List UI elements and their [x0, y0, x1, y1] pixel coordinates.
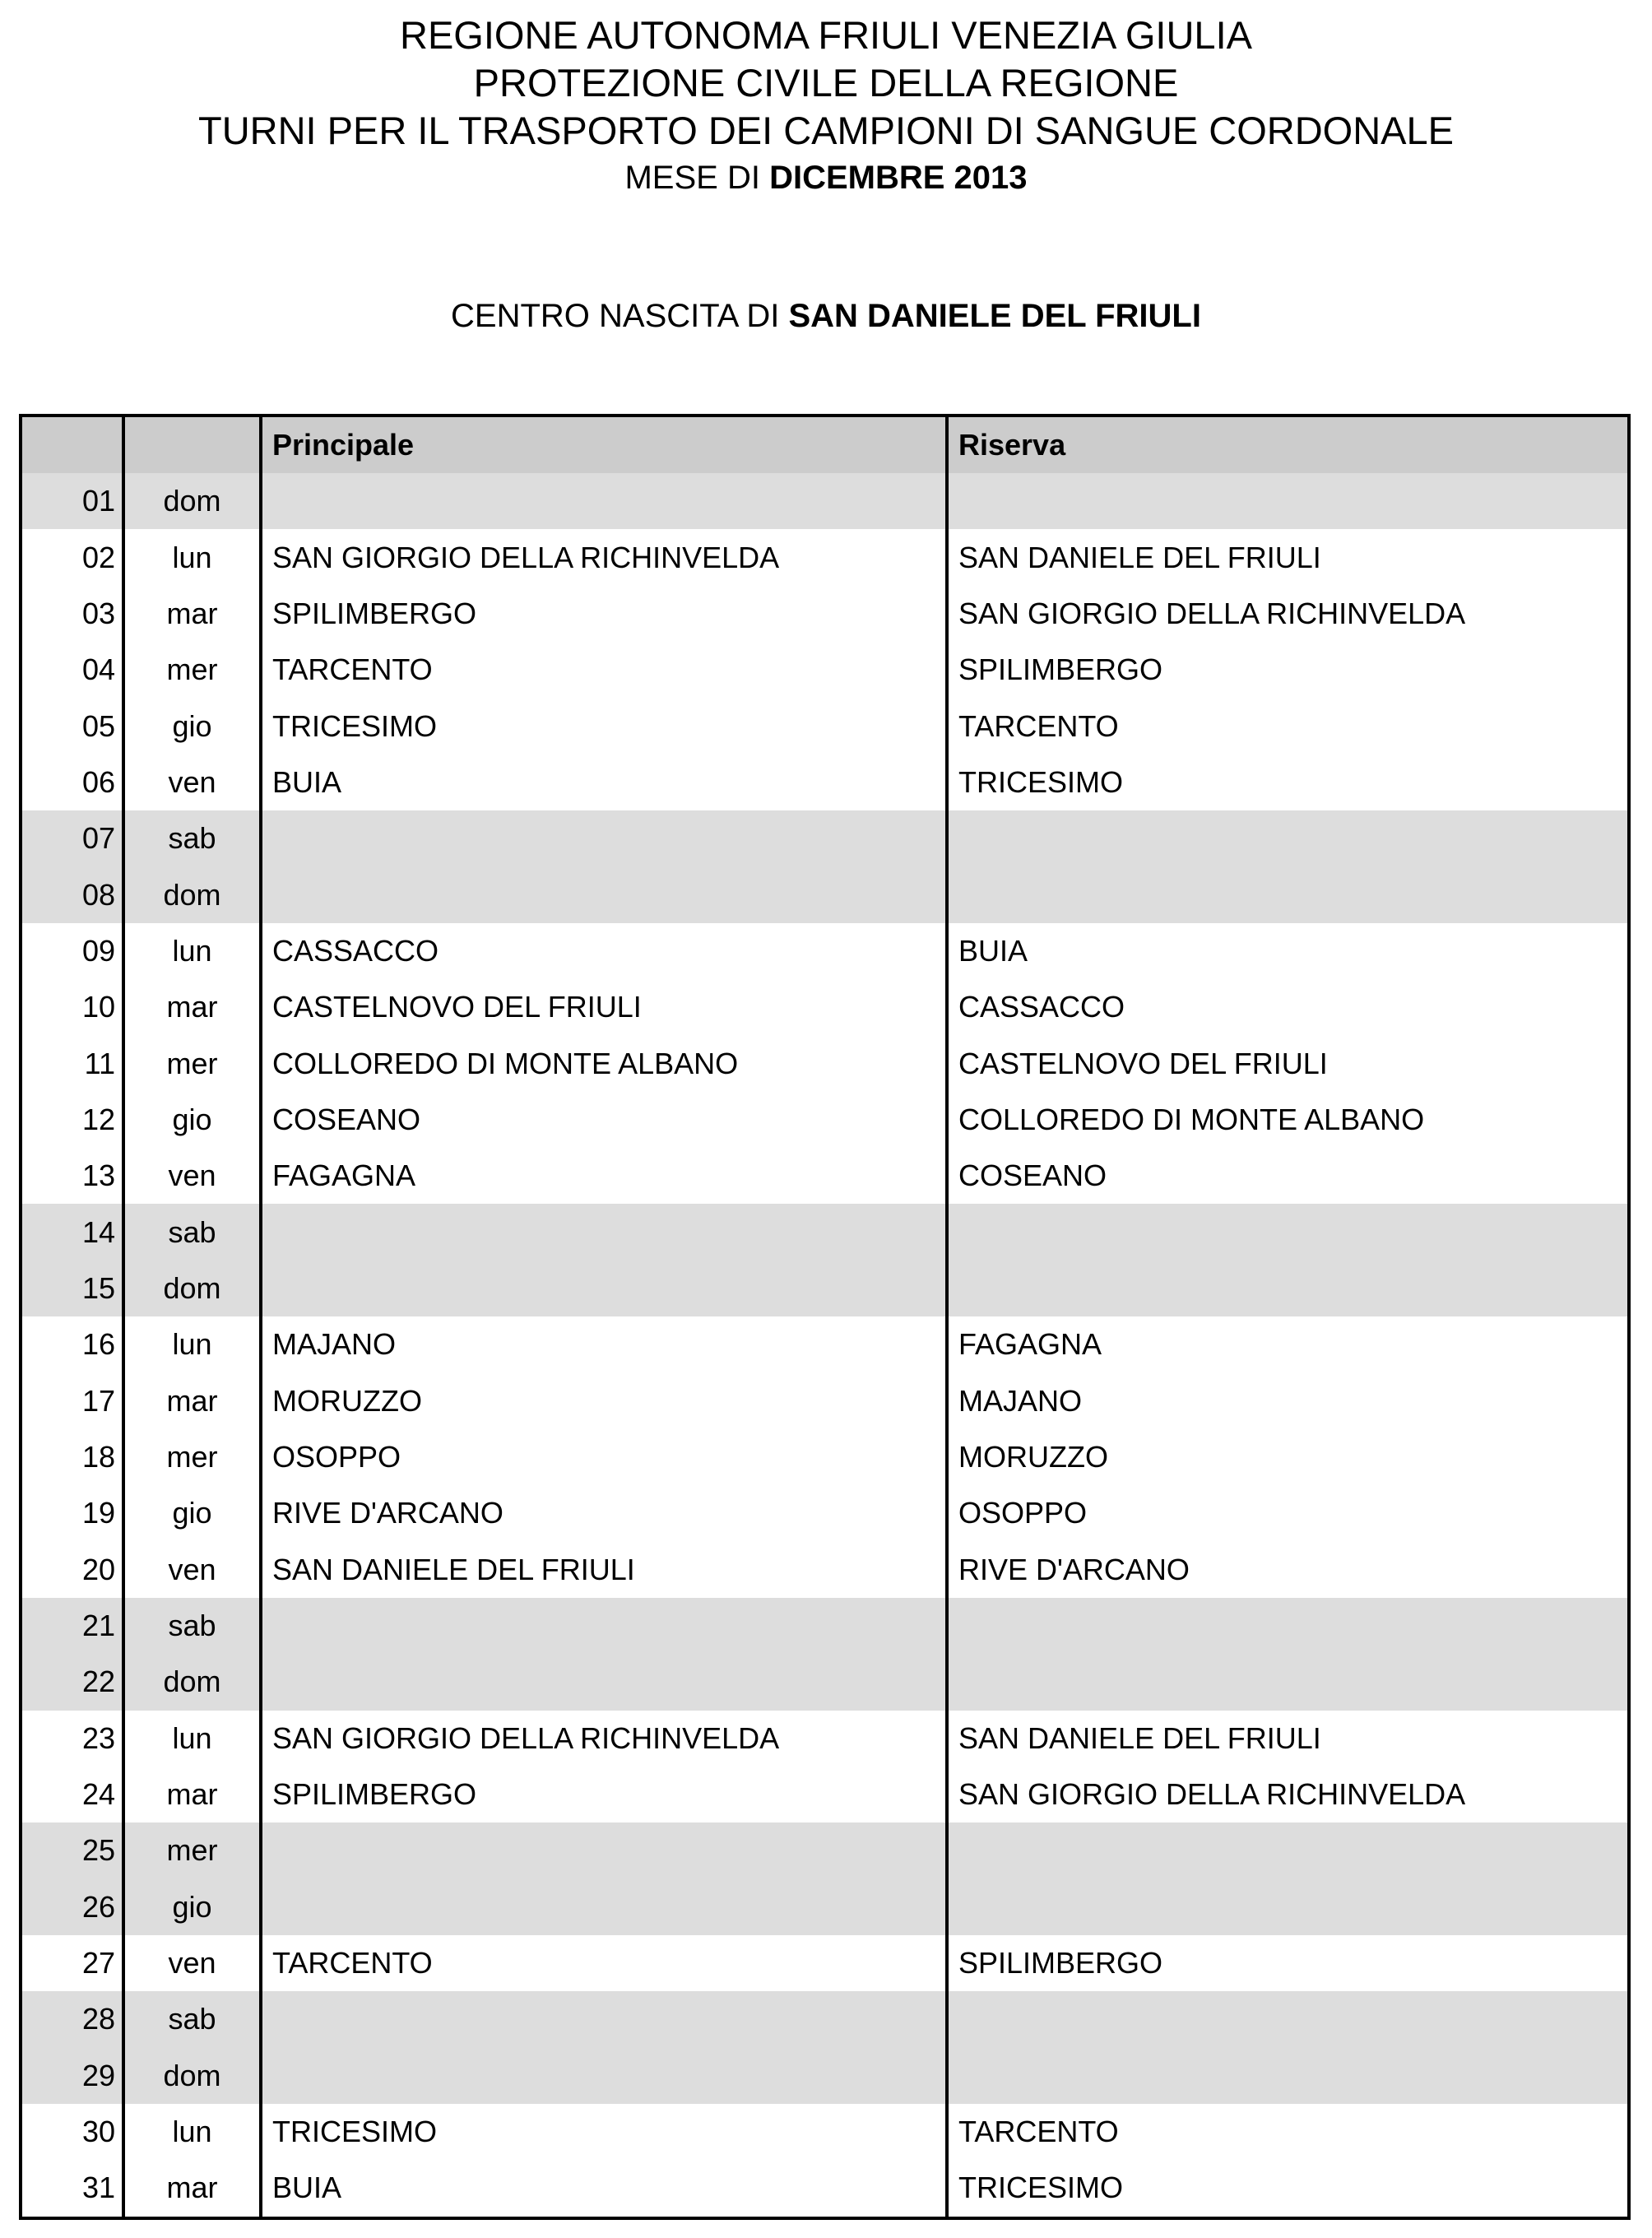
- table-row: [22, 1035, 1627, 1091]
- title-civil-protection: PROTEZIONE CIVILE DELLA REGIONE: [473, 61, 1179, 104]
- table-row: [22, 1822, 1627, 1878]
- weekday-cell: mer: [125, 1429, 262, 1485]
- riserva-cell: [949, 866, 1627, 922]
- weekday-cell: mer: [125, 642, 262, 698]
- day-cell: 07: [22, 810, 125, 866]
- principale-cell: [262, 1598, 949, 1654]
- table-row: [22, 1711, 1627, 1767]
- shift-table: [19, 414, 1631, 2220]
- weekday-cell: gio: [125, 1485, 262, 1541]
- riserva-cell: COSEANO: [958, 1158, 1107, 1193]
- principale-cell: [262, 1204, 949, 1260]
- table-row: [22, 1373, 1627, 1429]
- riserva-cell: [949, 1991, 1627, 2047]
- day-cell: 06: [22, 755, 125, 810]
- weekday-cell: ven: [125, 755, 262, 810]
- riserva-cell: [949, 1598, 1627, 1654]
- day-cell: 10: [22, 979, 125, 1035]
- table-row: [22, 923, 1627, 979]
- riserva-cell: [949, 2048, 1627, 2104]
- title-schedule: TURNI PER IL TRASPORTO DEI CAMPIONI DI SANGUE CORDONALE: [197, 109, 1455, 152]
- month-line: [0, 155, 1652, 201]
- header-principale: Principale: [262, 417, 949, 473]
- day-cell: 02: [22, 529, 125, 585]
- day-cell: 26: [22, 1879, 125, 1935]
- table-row: [22, 2048, 1627, 2104]
- riserva-cell: FAGAGNA: [958, 1327, 1102, 1362]
- principale-cell: FAGAGNA: [262, 1148, 949, 1204]
- table-row: [22, 529, 1627, 585]
- table-row: [22, 698, 1627, 754]
- riserva-cell: [949, 1261, 1627, 1316]
- riserva-cell: MAJANO: [958, 1383, 1083, 1418]
- principale-cell: SAN GIORGIO DELLA RICHINVELDA: [262, 529, 949, 585]
- day-cell: 18: [22, 1429, 125, 1485]
- table-row: [22, 755, 1627, 810]
- day-cell: 03: [22, 586, 125, 642]
- table-row: [22, 1991, 1627, 2047]
- principale-cell: [262, 1261, 949, 1316]
- weekday-cell: dom: [125, 866, 262, 922]
- header-day: [22, 417, 125, 473]
- table-row: [22, 1148, 1627, 1204]
- table-row: [22, 1316, 1627, 1372]
- principale-cell: COLLOREDO DI MONTE ALBANO: [262, 1035, 949, 1091]
- weekday-cell: lun: [125, 529, 262, 585]
- weekday-cell: sab: [125, 1204, 262, 1260]
- riserva-cell: [949, 473, 1627, 529]
- table-row: [22, 1485, 1627, 1541]
- principale-cell: TARCENTO: [262, 642, 949, 698]
- table-row: [22, 979, 1627, 1035]
- principale-cell: [262, 866, 949, 922]
- weekday-cell: mar: [125, 1373, 262, 1429]
- weekday-cell: lun: [125, 1711, 262, 1767]
- month-value: DICEMBRE 2013: [769, 160, 1028, 196]
- table-row: [22, 1092, 1627, 1148]
- riserva-cell: TARCENTO: [958, 2115, 1119, 2149]
- riserva-cell: [949, 1879, 1627, 1935]
- day-cell: 30: [22, 2104, 125, 2160]
- day-cell: 31: [22, 2160, 125, 2216]
- day-cell: 16: [22, 1316, 125, 1372]
- riserva-cell: TRICESIMO: [958, 764, 1124, 799]
- weekday-cell: dom: [125, 473, 262, 529]
- principale-cell: SPILIMBERGO: [262, 586, 949, 642]
- table-row: [22, 473, 1627, 529]
- riserva-cell: BUIA: [958, 933, 1028, 968]
- principale-cell: OSOPPO: [262, 1429, 949, 1485]
- day-cell: 19: [22, 1485, 125, 1541]
- weekday-cell: mar: [125, 586, 262, 642]
- principale-cell: TARCENTO: [262, 1935, 949, 1991]
- riserva-cell: SPILIMBERGO: [958, 652, 1163, 687]
- weekday-cell: dom: [125, 1654, 262, 1710]
- principale-cell: [262, 473, 949, 529]
- principale-cell: [262, 810, 949, 866]
- riserva-cell: SAN DANIELE DEL FRIULI: [958, 540, 1321, 574]
- principale-cell: SAN GIORGIO DELLA RICHINVELDA: [262, 1711, 949, 1767]
- principale-cell: BUIA: [262, 755, 949, 810]
- day-cell: 23: [22, 1711, 125, 1767]
- table-row: [22, 2104, 1627, 2160]
- weekday-cell: sab: [125, 1598, 262, 1654]
- principale-cell: TRICESIMO: [262, 2104, 949, 2160]
- day-cell: 21: [22, 1598, 125, 1654]
- birth-center-line: [0, 293, 1652, 339]
- weekday-cell: gio: [125, 698, 262, 754]
- title-region: REGIONE AUTONOMA FRIULI VENEZIA GIULIA: [400, 13, 1252, 57]
- riserva-cell: [949, 810, 1627, 866]
- riserva-cell: TRICESIMO: [958, 2171, 1124, 2205]
- day-cell: 22: [22, 1654, 125, 1710]
- riserva-cell: TARCENTO: [958, 708, 1119, 743]
- riserva-cell: CASSACCO: [958, 990, 1125, 1024]
- day-cell: 08: [22, 866, 125, 922]
- day-cell: 28: [22, 1991, 125, 2047]
- riserva-cell: CASTELNOVO DEL FRIULI: [958, 1046, 1328, 1080]
- day-cell: 17: [22, 1373, 125, 1429]
- day-cell: 11: [22, 1035, 125, 1091]
- principale-cell: [262, 1991, 949, 2047]
- principale-cell: TRICESIMO: [262, 698, 949, 754]
- table-row: [22, 2160, 1627, 2216]
- day-cell: 13: [22, 1148, 125, 1204]
- riserva-cell: SPILIMBERGO: [958, 1946, 1163, 1980]
- riserva-cell: SAN GIORGIO DELLA RICHINVELDA: [958, 596, 1466, 630]
- table-row: [22, 1542, 1627, 1598]
- center-prefix: CENTRO NASCITA DI: [451, 298, 789, 334]
- principale-cell: BUIA: [262, 2160, 949, 2216]
- riserva-cell: SAN GIORGIO DELLA RICHINVELDA: [958, 1777, 1466, 1812]
- table-row: [22, 1598, 1627, 1654]
- riserva-cell: SAN DANIELE DEL FRIULI: [958, 1720, 1321, 1755]
- table-row: [22, 1767, 1627, 1822]
- riserva-cell: RIVE D'ARCANO: [958, 1552, 1190, 1586]
- principale-cell: SAN DANIELE DEL FRIULI: [262, 1542, 949, 1598]
- table-row: [22, 642, 1627, 698]
- table-row: [22, 1261, 1627, 1316]
- table-row: [22, 866, 1627, 922]
- day-cell: 12: [22, 1092, 125, 1148]
- principale-cell: [262, 2048, 949, 2104]
- day-cell: 14: [22, 1204, 125, 1260]
- weekday-cell: gio: [125, 1092, 262, 1148]
- table-row: [22, 810, 1627, 866]
- weekday-cell: ven: [125, 1542, 262, 1598]
- header-weekday: [125, 417, 262, 473]
- principale-cell: SPILIMBERGO: [262, 1767, 949, 1822]
- principale-cell: [262, 1654, 949, 1710]
- principale-cell: CASSACCO: [262, 923, 949, 979]
- principale-cell: CASTELNOVO DEL FRIULI: [262, 979, 949, 1035]
- day-cell: 24: [22, 1767, 125, 1822]
- weekday-cell: lun: [125, 2104, 262, 2160]
- weekday-cell: gio: [125, 1879, 262, 1935]
- day-cell: 15: [22, 1261, 125, 1316]
- riserva-cell: [949, 1204, 1627, 1260]
- weekday-cell: lun: [125, 923, 262, 979]
- day-cell: 20: [22, 1542, 125, 1598]
- day-cell: 04: [22, 642, 125, 698]
- table-row: [22, 1429, 1627, 1485]
- table-row: [22, 1204, 1627, 1260]
- weekday-cell: lun: [125, 1316, 262, 1372]
- day-cell: 05: [22, 698, 125, 754]
- principale-cell: [262, 1822, 949, 1878]
- principale-cell: [262, 1879, 949, 1935]
- weekday-cell: mer: [125, 1035, 262, 1091]
- weekday-cell: mar: [125, 979, 262, 1035]
- riserva-cell: COLLOREDO DI MONTE ALBANO: [958, 1102, 1425, 1136]
- riserva-cell: OSOPPO: [958, 1496, 1088, 1530]
- month-prefix: MESE DI: [624, 160, 770, 196]
- weekday-cell: mar: [125, 1767, 262, 1822]
- riserva-cell: [949, 1654, 1627, 1710]
- riserva-cell: MORUZZO: [958, 1440, 1108, 1474]
- day-cell: 09: [22, 923, 125, 979]
- weekday-cell: dom: [125, 1261, 262, 1316]
- principale-cell: MORUZZO: [262, 1373, 949, 1429]
- weekday-cell: mer: [125, 1822, 262, 1878]
- center-name: SAN DANIELE DEL FRIULI: [788, 298, 1201, 334]
- table-header-row: [22, 417, 1627, 473]
- table-row: [22, 586, 1627, 642]
- document-header: [0, 12, 1652, 201]
- header-riserva: Riserva: [958, 428, 1066, 462]
- day-cell: 29: [22, 2048, 125, 2104]
- weekday-cell: ven: [125, 1935, 262, 1991]
- riserva-cell: [949, 1822, 1627, 1878]
- principale-cell: MAJANO: [262, 1316, 949, 1372]
- weekday-cell: sab: [125, 1991, 262, 2047]
- table-row: [22, 1935, 1627, 1991]
- day-cell: 27: [22, 1935, 125, 1991]
- weekday-cell: dom: [125, 2048, 262, 2104]
- weekday-cell: sab: [125, 810, 262, 866]
- table-row: [22, 1654, 1627, 1710]
- principale-cell: COSEANO: [262, 1092, 949, 1148]
- day-cell: 25: [22, 1822, 125, 1878]
- day-cell: 01: [22, 473, 125, 529]
- principale-cell: RIVE D'ARCANO: [262, 1485, 949, 1541]
- weekday-cell: ven: [125, 1148, 262, 1204]
- weekday-cell: mar: [125, 2160, 262, 2216]
- table-row: [22, 1879, 1627, 1935]
